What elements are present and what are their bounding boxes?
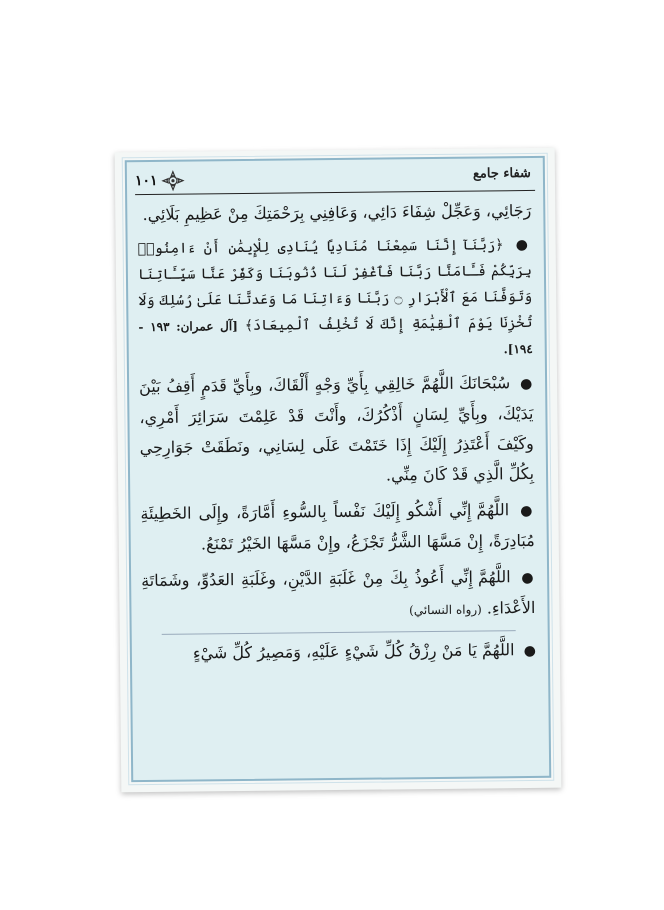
page-frame bbox=[125, 156, 551, 782]
dua-paragraph bbox=[139, 368, 534, 493]
paragraph-continuation bbox=[137, 196, 531, 230]
divider bbox=[162, 630, 516, 635]
quran-verse-paragraph bbox=[138, 232, 533, 366]
bullet-icon: ● bbox=[521, 569, 536, 587]
bullet-icon: ● bbox=[523, 642, 536, 660]
ornament-icon bbox=[159, 170, 185, 192]
hadith-source: (رواه النسائي) bbox=[409, 602, 482, 618]
verse-text: ﴿رَبَّنَآ إِنَّنَا سَمِعْنَا مُنَادِيًا يُنَادِى لِلْإِيمَٰنِ أَنْ ءَامِنُوا۟ بِرَبِّكُمْ فَـَٔامَنَّا رَبَّنَا فَٱغْفِرْ لَنَا ذُنُوبَنَا وَكَفِّرْ عَنَّا سَيِّـَٔاتِنَا وَتَوَفَّنَا مَعَ ٱلْأَبْرَارِ ۝ رَبَّنَا وَءَاتِنَا مَا وَعَدتَّنَا عَلَىٰ رُسُلِكَ وَلَا تُخْزِنَا يَوْمَ ٱلْقِيَٰمَةِ إِنَّكَ لَا تُخْلِفُ ٱلْمِيعَادَ﴾ bbox=[137, 237, 533, 334]
bullet-icon: ● bbox=[520, 502, 535, 520]
page-number: ١٠١ bbox=[134, 172, 158, 190]
page-number-box bbox=[135, 170, 186, 193]
verse-reference: [آل عمران: ١٩٣ - ١٩٤]. bbox=[138, 319, 533, 357]
paragraph-text: اللَّهُمَّ إِنِّي أَشْكُو إِلَيْكَ نَفْساً بِالسُّوءِ أَمَّارَةً، وإِلَى الخَطِيئَةِ مُبَادِرَةً، إِنْ مَسَّهَا الشَّرُّ تَجْزَعُ، وإِنْ مَسَّهَا الخَيْرُ تَمْنَعُ. bbox=[140, 500, 535, 554]
dua-paragraph bbox=[142, 635, 536, 670]
paragraph-text: اللَّهُمَّ إِنِّي أَعُوذُ بِكَ مِنْ غَلَبَةِ الدَّيْنِ، وغَلَبَةِ العَدُوِّ، وشَمَاتَةِ الأَعْدَاءِ. bbox=[141, 567, 536, 618]
page-content bbox=[137, 196, 537, 772]
paragraph-text: رَجَائِي، وَعَجِّلْ شِفَاءَ دَائِي، وَعَافِنِي بِرَحْمَتِكَ مِنْ عَظِيمِ بَلَائِي. bbox=[142, 200, 532, 225]
paragraph-text: اللَّهُمَّ يَا مَنْ رِزْقُ كُلِّ شَيْءٍ عَلَيْهِ، وَمَصِيرُ كُلِّ شَيْءٍ bbox=[192, 640, 515, 663]
book-page bbox=[115, 148, 562, 793]
page-header bbox=[135, 164, 535, 195]
dua-paragraph bbox=[141, 562, 536, 628]
bullet-icon: ● bbox=[515, 236, 532, 254]
bullet-icon: ● bbox=[520, 375, 534, 393]
dua-paragraph bbox=[140, 495, 535, 560]
paragraph-text: سُبْحَانَكَ اللَّهُمَّ خَالِقِي بِأَيِّ وَجْهٍ أَلْقَاكَ، وبِأَيِّ قَدَمٍ أَقِفُ بَيْنَ يَدَيْكَ، وبِأَيِّ لِسَانٍ أَذْكُرُكَ، وأَنْتَ قَدْ عَلِمْتَ سَرَائِرَ أَمْرِي، وكَيْفَ أَعْتَذِرُ إِلَيْكَ إِذَا خَتَمْتَ عَلَى لِسَانِي، ونَطَقَتْ جَوَارِحِي بِكُلِّ الَّذِي قَدْ كَانَ مِنِّي. bbox=[139, 373, 535, 485]
running-title: شفاء جامع bbox=[472, 165, 531, 182]
